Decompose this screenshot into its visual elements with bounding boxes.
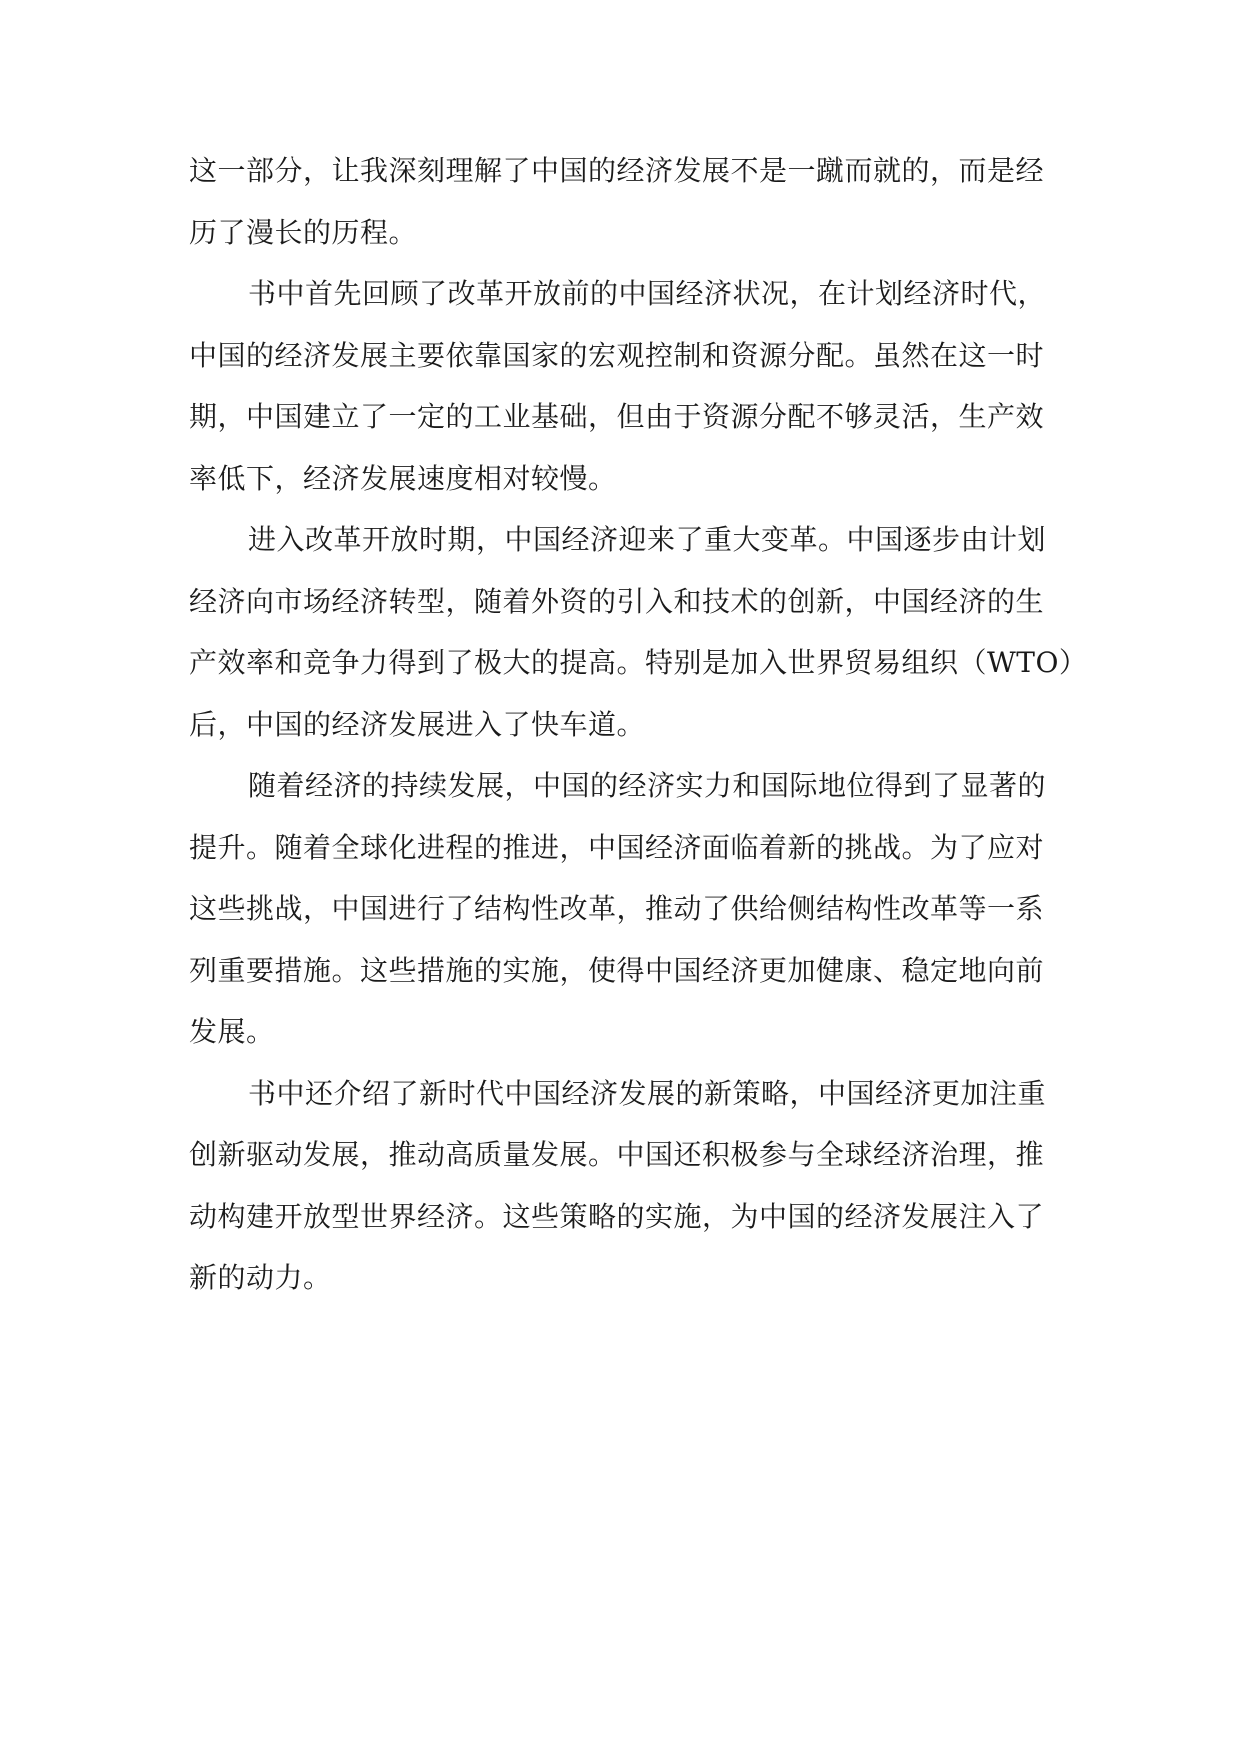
paragraph-2 [189, 263, 1061, 509]
text-line: 进入改革开放时期，中国经济迎来了重大变革。中国逐步由计划 [248, 523, 1047, 556]
text-line: 这一部分，让我深刻理解了中国的经济发展不是一蹴而就的，而是经 [189, 154, 1045, 187]
text-line: 历了漫长的历程。 [189, 215, 418, 249]
text-line: 书中还介绍了新时代中国经济发展的新策略，中国经济更加注重 [248, 1076, 1047, 1110]
text-line: 产效率和竞争力得到了极大的提高。特别是加入世界贸易组织（WTO） [189, 646, 1088, 679]
text-line: 随着经济的持续发展，中国的经济实力和国际地位得到了显著的 [248, 769, 1047, 802]
text-line: 发展。 [189, 1015, 275, 1048]
text-line: 动构建开放型世界经济。这些策略的实施，为中国的经济发展注入了 [189, 1199, 1045, 1233]
text-line: 期，中国建立了一定的工业基础，但由于资源分配不够灵活，生产效 [189, 400, 1045, 433]
paragraph-4 [189, 755, 1061, 1063]
text-line: 提升。随着全球化进程的推进，中国经济面临着新的挑战。为了应对 [189, 830, 1045, 864]
text-line: 后，中国的经济发展进入了快车道。 [189, 707, 646, 741]
paragraph-1 [189, 140, 1061, 263]
text-line: 书中首先回顾了改革开放前的中国经济状况，在计划经济时代， [248, 277, 1047, 310]
text-line: 率低下，经济发展速度相对较慢。 [189, 461, 617, 495]
text-line: 新的动力。 [189, 1261, 332, 1294]
text-line: 这些挑战，中国进行了结构性改革，推动了供给侧结构性改革等一系 [189, 892, 1045, 925]
text-line: 中国的经济发展主要依靠国家的宏观控制和资源分配。虽然在这一时 [189, 338, 1045, 372]
text-line: 经济向市场经济转型，随着外资的引入和技术的创新，中国经济的生 [189, 584, 1045, 618]
text-line: 创新驱动发展，推动高质量发展。中国还积极参与全球经济治理，推 [189, 1138, 1045, 1171]
paragraph-3 [189, 509, 1088, 755]
paragraph-5 [189, 1063, 1061, 1309]
text-line: 列重要措施。这些措施的实施，使得中国经济更加健康、稳定地向前 [189, 953, 1045, 987]
body-text [189, 140, 1088, 1309]
